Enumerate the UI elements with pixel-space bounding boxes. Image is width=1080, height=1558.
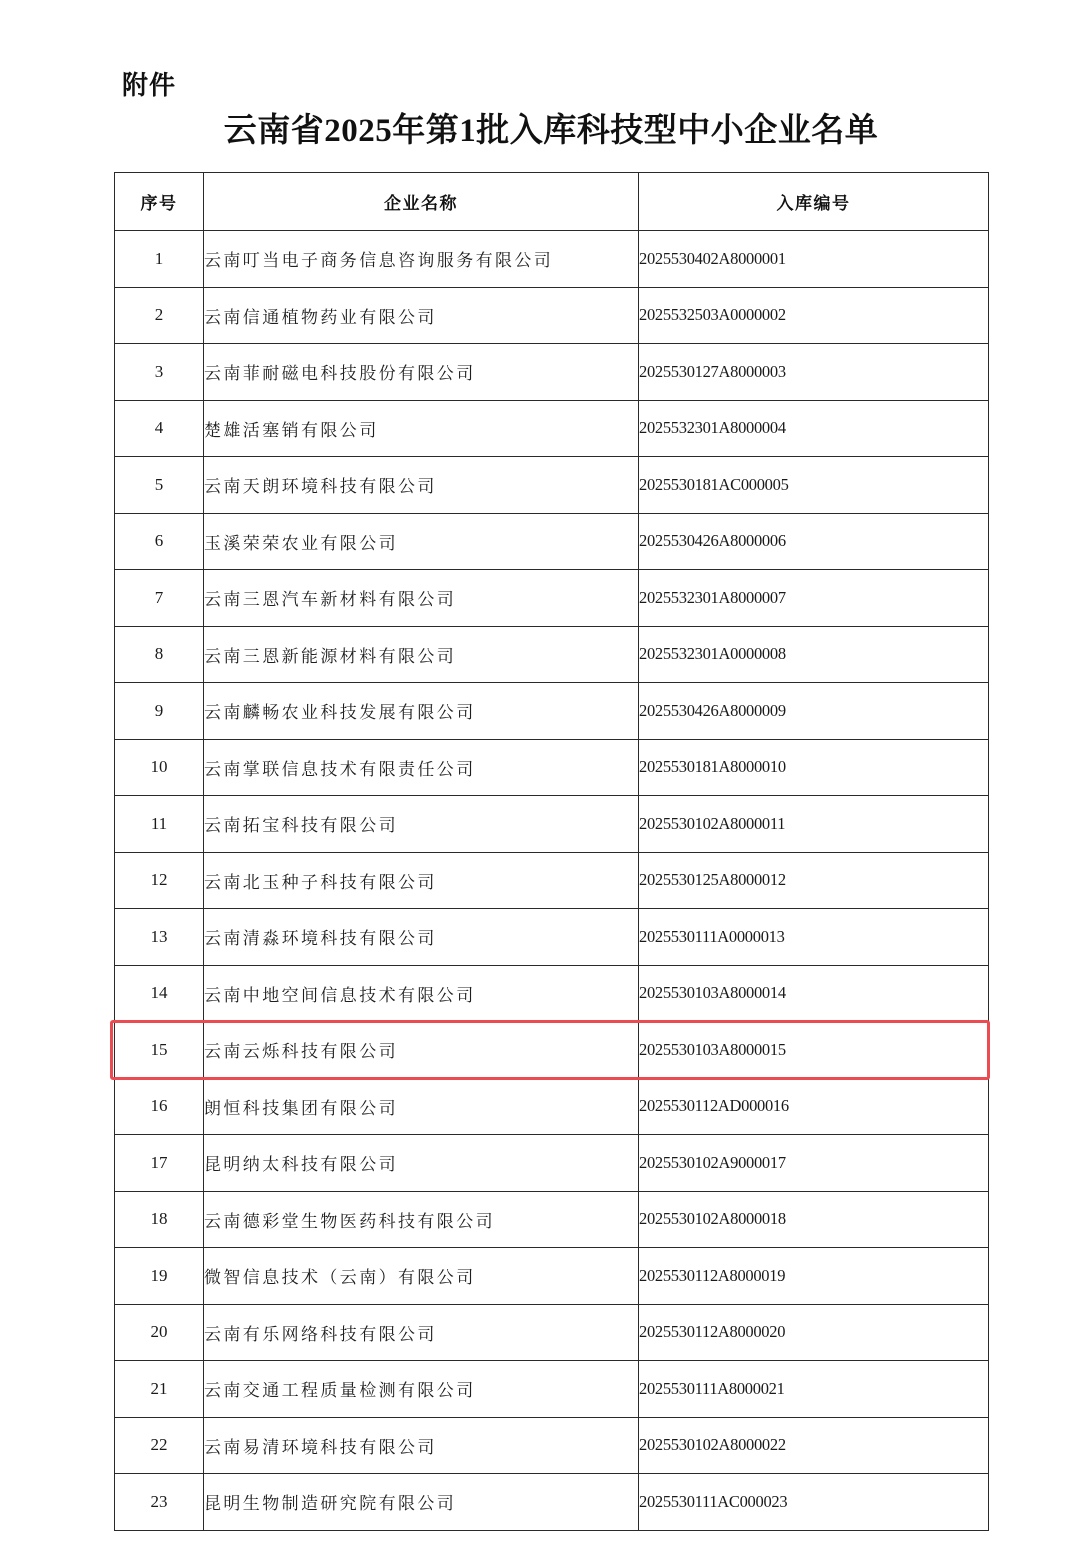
registry-code-cell: 2025530127A8000003 xyxy=(639,344,989,401)
company-name-cell: 云南中地空间信息技术有限公司 xyxy=(204,965,639,1022)
row-serial-number: 3 xyxy=(115,344,204,401)
registry-code-cell: 2025530181AC000005 xyxy=(639,457,989,514)
registry-code-cell: 2025532301A0000008 xyxy=(639,626,989,683)
company-name-cell: 云南有乐网络科技有限公司 xyxy=(204,1304,639,1361)
registry-code-cell: 2025530112A8000019 xyxy=(639,1248,989,1305)
table-row xyxy=(115,1248,989,1305)
company-name-cell: 云南德彩堂生物医药科技有限公司 xyxy=(204,1191,639,1248)
row-serial-number: 11 xyxy=(115,796,204,853)
registry-code-cell: 2025530102A8000011 xyxy=(639,796,989,853)
company-name-cell: 云南天朗环境科技有限公司 xyxy=(204,457,639,514)
company-name-cell: 云南叮当电子商务信息咨询服务有限公司 xyxy=(204,231,639,288)
row-serial-number: 20 xyxy=(115,1304,204,1361)
registry-code-cell: 2025532301A8000007 xyxy=(639,570,989,627)
table-row xyxy=(115,400,989,457)
table-row xyxy=(115,683,989,740)
row-serial-number: 21 xyxy=(115,1361,204,1418)
registry-code-cell: 2025532301A8000004 xyxy=(639,400,989,457)
row-serial-number: 5 xyxy=(115,457,204,514)
registry-code-cell: 2025530111AC000023 xyxy=(639,1474,989,1531)
company-name-cell: 朗恒科技集团有限公司 xyxy=(204,1078,639,1135)
row-serial-number: 18 xyxy=(115,1191,204,1248)
registry-code-cell: 2025530111A0000013 xyxy=(639,909,989,966)
registry-code-cell: 2025530112AD000016 xyxy=(639,1078,989,1135)
row-serial-number: 12 xyxy=(115,852,204,909)
company-name-cell: 昆明生物制造研究院有限公司 xyxy=(204,1474,639,1531)
table-row xyxy=(115,739,989,796)
table-row xyxy=(115,1474,989,1531)
row-serial-number: 23 xyxy=(115,1474,204,1531)
registry-code-cell: 2025530426A8000009 xyxy=(639,683,989,740)
row-serial-number: 22 xyxy=(115,1417,204,1474)
company-name-cell: 云南清淼环境科技有限公司 xyxy=(204,909,639,966)
table-row xyxy=(115,796,989,853)
header-row xyxy=(115,173,989,231)
row-serial-number: 13 xyxy=(115,909,204,966)
company-list-table xyxy=(114,172,989,1531)
registry-code-cell: 2025530426A8000006 xyxy=(639,513,989,570)
company-name-cell: 云南麟畅农业科技发展有限公司 xyxy=(204,683,639,740)
table-row xyxy=(115,1304,989,1361)
table-row xyxy=(115,1191,989,1248)
company-name-cell: 云南掌联信息技术有限责任公司 xyxy=(204,739,639,796)
row-serial-number: 17 xyxy=(115,1135,204,1192)
company-name-cell: 云南云烁科技有限公司 xyxy=(204,1022,639,1079)
registry-code-cell: 2025530103A8000015 xyxy=(639,1022,989,1079)
header-serial-number: 序号 xyxy=(115,173,204,231)
row-serial-number: 4 xyxy=(115,400,204,457)
registry-code-cell: 2025530111A8000021 xyxy=(639,1361,989,1418)
row-serial-number: 7 xyxy=(115,570,204,627)
table-body xyxy=(115,231,989,1531)
table-row xyxy=(115,852,989,909)
company-name-cell: 楚雄活塞销有限公司 xyxy=(204,400,639,457)
registry-code-cell: 2025530102A9000017 xyxy=(639,1135,989,1192)
registry-code-cell: 2025530103A8000014 xyxy=(639,965,989,1022)
company-name-cell: 云南交通工程质量检测有限公司 xyxy=(204,1361,639,1418)
table-row xyxy=(115,1135,989,1192)
company-name-cell: 云南北玉种子科技有限公司 xyxy=(204,852,639,909)
table-header xyxy=(115,173,989,231)
table-row xyxy=(115,513,989,570)
row-serial-number: 1 xyxy=(115,231,204,288)
company-name-cell: 云南菲耐磁电科技股份有限公司 xyxy=(204,344,639,401)
table-row xyxy=(115,965,989,1022)
registry-code-cell: 2025532503A0000002 xyxy=(639,287,989,344)
table-row xyxy=(115,344,989,401)
row-serial-number: 6 xyxy=(115,513,204,570)
attachment-label: 附件 xyxy=(122,70,177,100)
row-serial-number: 9 xyxy=(115,683,204,740)
header-registry-code: 入库编号 xyxy=(639,173,989,231)
table-row xyxy=(115,1022,989,1079)
table-row xyxy=(115,287,989,344)
table-row xyxy=(115,457,989,514)
table-row xyxy=(115,570,989,627)
company-name-cell: 云南三恩汽车新材料有限公司 xyxy=(204,570,639,627)
table-row xyxy=(115,1417,989,1474)
table-row xyxy=(115,909,989,966)
company-name-cell: 云南拓宝科技有限公司 xyxy=(204,796,639,853)
company-name-cell: 云南信通植物药业有限公司 xyxy=(204,287,639,344)
company-name-cell: 玉溪荣荣农业有限公司 xyxy=(204,513,639,570)
registry-code-cell: 2025530102A8000022 xyxy=(639,1417,989,1474)
table-row xyxy=(115,1078,989,1135)
header-company-name: 企业名称 xyxy=(204,173,639,231)
table-row xyxy=(115,626,989,683)
company-name-cell: 微智信息技术（云南）有限公司 xyxy=(204,1248,639,1305)
row-serial-number: 15 xyxy=(115,1022,204,1079)
row-serial-number: 14 xyxy=(115,965,204,1022)
registry-code-cell: 2025530181A8000010 xyxy=(639,739,989,796)
registry-code-cell: 2025530125A8000012 xyxy=(639,852,989,909)
registry-code-cell: 2025530112A8000020 xyxy=(639,1304,989,1361)
company-name-cell: 云南三恩新能源材料有限公司 xyxy=(204,626,639,683)
page-title: 云南省2025年第1批入库科技型中小企业名单 xyxy=(223,113,879,149)
row-serial-number: 2 xyxy=(115,287,204,344)
company-name-cell: 云南易清环境科技有限公司 xyxy=(204,1417,639,1474)
registry-code-cell: 2025530102A8000018 xyxy=(639,1191,989,1248)
row-serial-number: 8 xyxy=(115,626,204,683)
table-row xyxy=(115,1361,989,1418)
row-serial-number: 19 xyxy=(115,1248,204,1305)
row-serial-number: 10 xyxy=(115,739,204,796)
registry-code-cell: 2025530402A8000001 xyxy=(639,231,989,288)
company-name-cell: 昆明纳太科技有限公司 xyxy=(204,1135,639,1192)
table-row xyxy=(115,231,989,288)
row-serial-number: 16 xyxy=(115,1078,204,1135)
